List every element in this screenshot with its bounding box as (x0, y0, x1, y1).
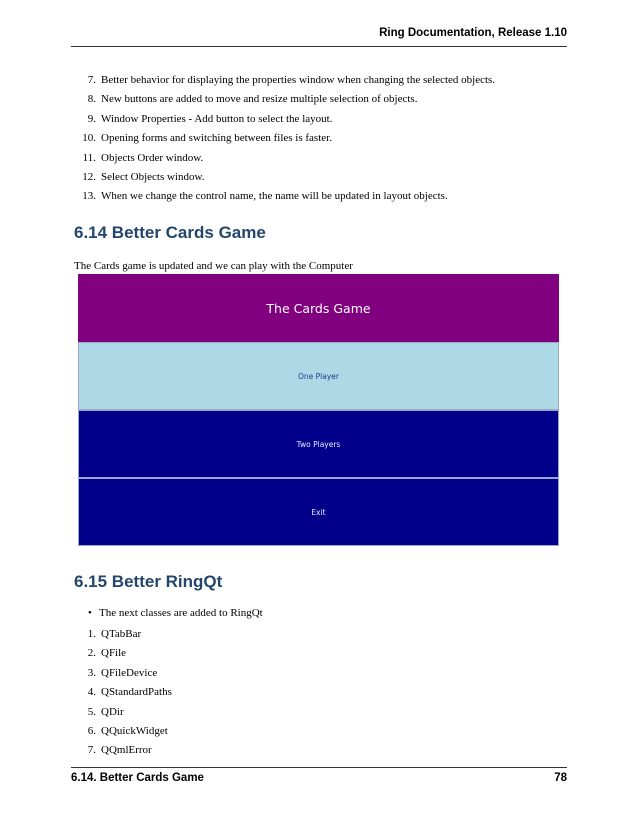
game-title-banner: The Cards Game (78, 274, 559, 342)
bullet-item (88, 607, 263, 619)
list-text: Select Objects window. (101, 170, 205, 183)
section-heading-cards-game[interactable]: 6.14 Better Cards Game (74, 223, 266, 242)
list-text: QTabBar (101, 628, 142, 640)
list-number: 2. (87, 647, 96, 660)
header-rule (71, 46, 567, 47)
list-number: 9. (87, 112, 96, 125)
bullet-dot-icon: • (88, 607, 92, 619)
list-number: 3. (87, 666, 96, 679)
list-text: QFileDevice (101, 666, 158, 679)
bullet-text: The next classes are added to RingQt (99, 607, 263, 619)
list-text: Window Properties - Add button to select the layout. (101, 112, 333, 125)
page-number: 78 (554, 772, 567, 784)
running-header: Ring Documentation, Release 1.10 (379, 27, 567, 39)
two-players-button[interactable]: Two Players (78, 410, 559, 478)
list-text: QStandardPaths (101, 686, 172, 699)
footer-rule (71, 767, 567, 768)
list-number: 11. (82, 151, 96, 164)
list-number: 13. (82, 190, 96, 203)
list-number: 12. (82, 170, 96, 183)
list-text: Objects Order window. (101, 151, 204, 164)
list-number: 4. (87, 686, 96, 699)
list-text: QFile (101, 647, 127, 660)
list-text: QQuickWidget (101, 724, 168, 737)
cards-game-screenshot (78, 274, 559, 546)
list-text: New buttons are added to move and resize multiple selection of objects. (101, 93, 418, 106)
footer-section-link[interactable]: 6.14. Better Cards Game (71, 772, 204, 784)
list-text: QQmlError (101, 744, 152, 757)
section-heading-ringqt[interactable]: 6.15 Better RingQt (74, 572, 223, 591)
list-number: 8. (87, 93, 96, 106)
list-text: QDir (101, 705, 124, 718)
list-number: 7. (87, 74, 96, 86)
list-number: 10. (82, 132, 96, 145)
list-text: Better behavior for displaying the properties window when changing the selected objects. (101, 74, 496, 86)
list-number: 5. (87, 705, 96, 718)
list-number: 1. (87, 628, 96, 640)
exit-button[interactable]: Exit (78, 478, 559, 546)
list-number: 6. (87, 724, 96, 737)
list-number: 7. (87, 744, 96, 757)
list-text: Opening forms and switching between files is faster. (101, 132, 332, 145)
one-player-button[interactable]: One Player (78, 342, 559, 410)
list-text: When we change the control name, the name will be updated in layout objects. (101, 190, 448, 203)
section-paragraph: The Cards game is updated and we can play with the Computer (74, 260, 353, 272)
